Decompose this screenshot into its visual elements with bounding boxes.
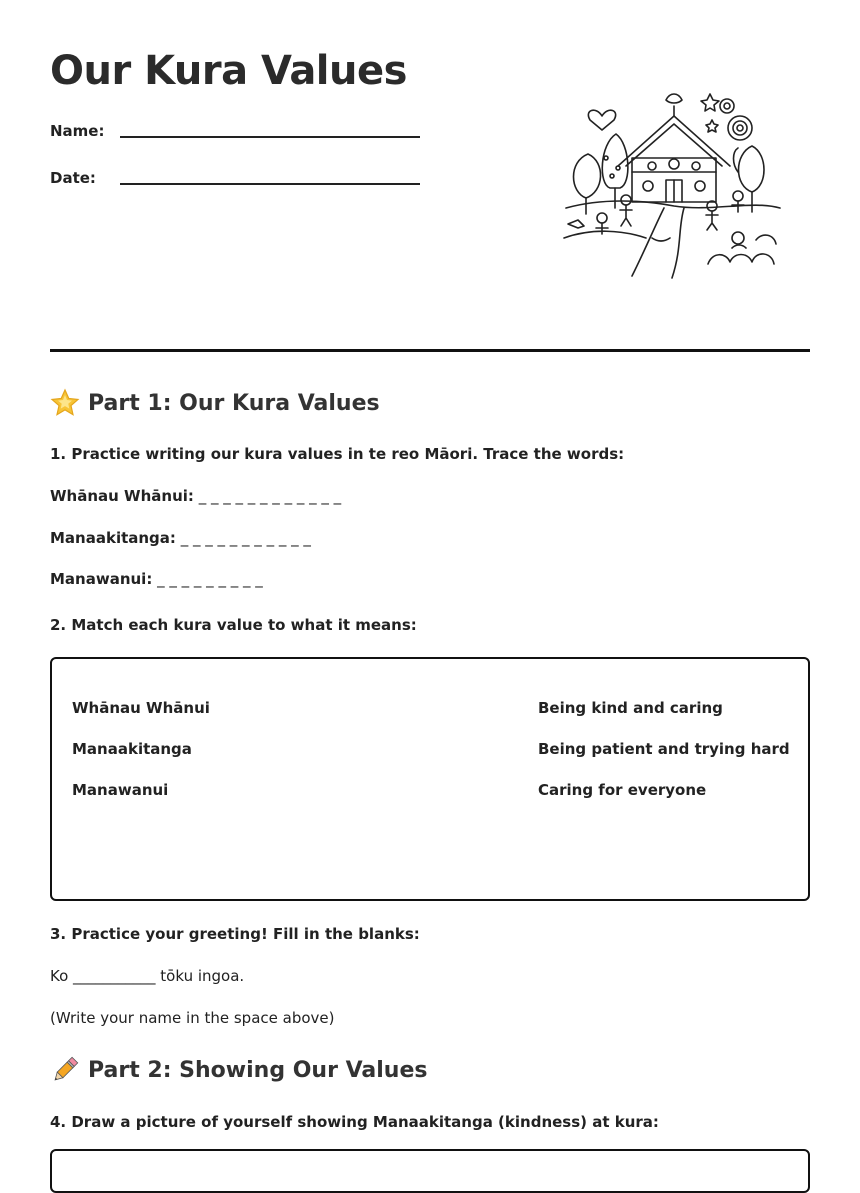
match-meanings-column [538, 699, 790, 822]
trace-row[interactable] [50, 487, 341, 505]
name-line[interactable] [120, 136, 420, 138]
date-field[interactable] [50, 169, 96, 187]
greeting-note: (Write your name in the space above) [50, 1009, 335, 1027]
star-icon [50, 388, 80, 418]
name-label: Name: [50, 122, 105, 140]
match-meaning-item[interactable]: Being patient and trying hard [538, 740, 790, 758]
date-label: Date: [50, 169, 96, 187]
trace-label: Manaakitanga: [50, 529, 176, 547]
question-2: 2. Match each kura value to what it means: [50, 616, 417, 634]
section-divider [50, 349, 810, 352]
marae-house-illustration [562, 88, 784, 282]
page-title: Our Kura Values [50, 48, 407, 94]
trace-blank[interactable]: _ _ _ _ _ _ _ _ _ _ _ [180, 529, 311, 547]
trace-blank[interactable]: _ _ _ _ _ _ _ _ _ _ _ _ [198, 487, 342, 505]
part1-title: Part 1: Our Kura Values [88, 390, 380, 416]
question-4: 4. Draw a picture of yourself showing Manaakitanga (kindness) at kura: [50, 1113, 659, 1131]
match-meaning-item[interactable]: Caring for everyone [538, 781, 707, 799]
greeting-blank[interactable]: Ko ___________ tōku ingoa. [50, 967, 245, 985]
question-1: 1. Practice writing our kura values in te reo Māori. Trace the words: [50, 445, 625, 463]
match-value-item[interactable]: Manaakitanga [72, 740, 192, 758]
matching-box[interactable] [50, 657, 810, 901]
match-values-column [72, 699, 210, 822]
trace-blank[interactable]: _ _ _ _ _ _ _ _ _ [157, 570, 263, 588]
drawing-box[interactable] [50, 1149, 810, 1193]
trace-label: Whānau Whānui: [50, 487, 194, 505]
part2-heading [50, 1055, 428, 1085]
match-value-item[interactable]: Whānau Whānui [72, 699, 210, 717]
match-meaning-item[interactable]: Being kind and caring [538, 699, 723, 717]
trace-label: Manawanui: [50, 570, 153, 588]
pencil-icon [50, 1055, 80, 1085]
trace-row[interactable] [50, 529, 311, 547]
part2-title: Part 2: Showing Our Values [88, 1057, 428, 1083]
match-value-item[interactable]: Manawanui [72, 781, 169, 799]
part1-heading [50, 388, 380, 418]
date-line[interactable] [120, 183, 420, 185]
question-3: 3. Practice your greeting! Fill in the blanks: [50, 925, 420, 943]
trace-row[interactable] [50, 570, 263, 588]
name-field[interactable] [50, 122, 104, 140]
